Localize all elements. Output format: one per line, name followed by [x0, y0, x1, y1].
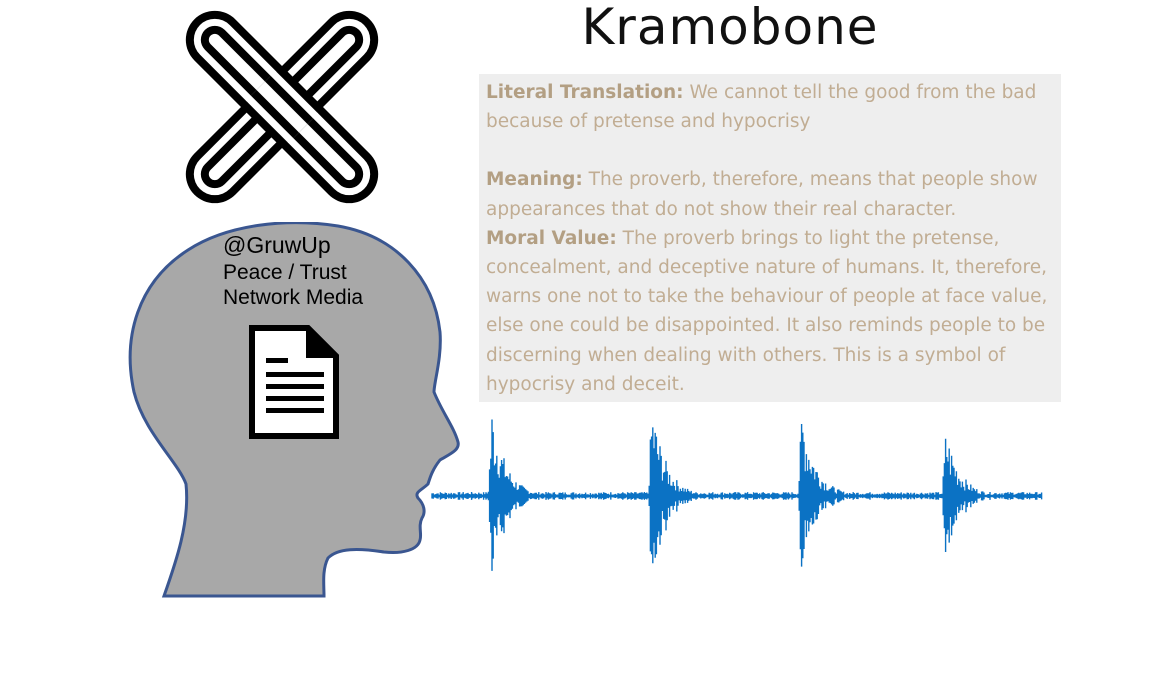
- page-title: Kramobone: [581, 0, 879, 56]
- literal-translation-text: We cannot tell the good from the bad because of pretense and hypocrisy: [486, 82, 1037, 133]
- meaning-label: Meaning:: [486, 169, 583, 191]
- moral-value-text: The proverb brings to light the pretense, concealment, and deceptive nature of humans. It, therefore, warns one not to take the behaviour of people at face value, else one could be disappointed. It also reminds people to be discerning when dealing with others. This is a symbol of hypocrisy and deceit.: [486, 227, 1048, 395]
- network-handle: [223, 232, 363, 310]
- handle-name: @GruwUp: [223, 232, 331, 258]
- literal-translation-label: Literal Translation:: [486, 82, 684, 103]
- audio-waveform-icon: [430, 400, 1045, 600]
- kramobone-adinkra-symbol-icon: [180, 2, 385, 212]
- moral-value-label: Moral Value:: [486, 227, 617, 249]
- proverb-text-box: [479, 74, 1061, 402]
- document-icon: [248, 324, 340, 440]
- handle-subtitle-1: Peace / Trust: [223, 260, 347, 284]
- meaning-text: The proverb, therefore, means that people show appearances that do not show their real character.: [486, 169, 1038, 220]
- handle-subtitle-2: Network Media: [223, 285, 364, 309]
- waveform-path: [432, 420, 1042, 571]
